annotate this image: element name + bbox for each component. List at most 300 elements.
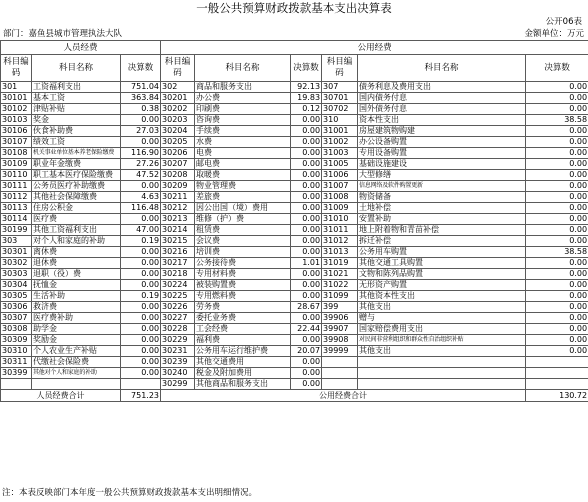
cell-amount: 0.00 [526, 181, 588, 192]
cell-amount: 0.19 [121, 236, 161, 247]
table-row [1, 181, 588, 192]
cell-name: 其他资本性支出 [358, 291, 526, 302]
cell-amount: 0.00 [121, 324, 161, 335]
cell-amount: 0.00 [526, 236, 588, 247]
cell-code: 307 [322, 82, 358, 93]
cell-amount: 0.00 [121, 214, 161, 225]
cell-code: 30215 [161, 236, 195, 247]
public-total-value: 130.72 [526, 390, 588, 402]
cell-amount: 38.58 [526, 115, 588, 126]
cell-code [322, 357, 358, 368]
cell-amount: 0.00 [526, 346, 588, 357]
cell-code: 39999 [322, 346, 358, 357]
cell-name: 其他支出 [358, 302, 526, 313]
cell-name: 救济费 [32, 302, 121, 313]
cell-code: 302 [161, 82, 195, 93]
cell-name: 办公设备购置 [358, 137, 526, 148]
table-row [1, 115, 588, 126]
expenditure-table [0, 40, 588, 402]
cell-amount: 0.00 [526, 302, 588, 313]
cell-amount: 0.00 [121, 368, 161, 379]
cell-code: 30308 [1, 324, 32, 335]
cell-name: 培训费 [195, 247, 291, 258]
col-header-code: 科目编码 [322, 55, 358, 82]
cell-code: 31005 [322, 159, 358, 170]
cell-code: 30103 [1, 115, 32, 126]
cell-amount: 0.00 [291, 225, 322, 236]
cell-code: 30207 [161, 159, 195, 170]
cell-code: 31021 [322, 269, 358, 280]
col-header-code: 科目编码 [161, 55, 195, 82]
table-row [1, 82, 588, 93]
public-group-header: 公用经费 [161, 41, 588, 55]
cell-amount: 47.00 [121, 225, 161, 236]
cell-name: 水费 [195, 137, 291, 148]
cell-name: 电费 [195, 148, 291, 159]
totals-row [1, 390, 588, 402]
cell-name: 工资福利支出 [32, 82, 121, 93]
cell-name: 赠与 [358, 313, 526, 324]
cell-name: 拆迁补偿 [358, 236, 526, 247]
cell-name: 地上附着物和青苗补偿 [358, 225, 526, 236]
col-header-amount: 决算数 [526, 55, 588, 82]
cell-amount: 0.00 [291, 236, 322, 247]
cell-name [358, 357, 526, 368]
cell-name: 委托业务费 [195, 313, 291, 324]
cell-amount: 0.38 [121, 104, 161, 115]
cell-amount: 0.12 [291, 104, 322, 115]
cell-name: 公务接待费 [195, 258, 291, 269]
table-row [1, 258, 588, 269]
cell-name: 物业管理费 [195, 181, 291, 192]
cell-name: 维修（护）费 [195, 214, 291, 225]
cell-name: 税金及附加费用 [195, 368, 291, 379]
cell-amount: 0.00 [291, 203, 322, 214]
cell-code: 31008 [322, 192, 358, 203]
cell-amount: 28.67 [291, 302, 322, 313]
cell-amount: 0.00 [526, 335, 588, 346]
cell-amount: 0.00 [291, 247, 322, 258]
cell-name: 职业年金缴费 [32, 159, 121, 170]
cell-amount: 0.00 [291, 379, 322, 390]
cell-amount [526, 379, 588, 390]
cell-code: 30702 [322, 104, 358, 115]
cell-code: 31011 [322, 225, 358, 236]
cell-amount: 0.00 [291, 214, 322, 225]
col-header-amount: 决算数 [121, 55, 161, 82]
cell-name: 邮电费 [195, 159, 291, 170]
cell-name: 津贴补贴 [32, 104, 121, 115]
cell-name: 专用材料费 [195, 269, 291, 280]
cell-amount: 0.00 [291, 335, 322, 346]
personnel-total-label: 人员经费合计 [1, 390, 121, 402]
cell-name: 抚恤金 [32, 280, 121, 291]
cell-amount: 0.00 [526, 148, 588, 159]
cell-code: 30218 [161, 269, 195, 280]
table-row [1, 324, 588, 335]
cell-name: 其他对个人和家庭的补助 [32, 368, 121, 379]
form-code: 公开06表 [545, 17, 582, 27]
cell-name [32, 379, 121, 390]
cell-amount: 0.00 [526, 225, 588, 236]
cell-code: 30102 [1, 104, 32, 115]
cell-code: 30208 [161, 170, 195, 181]
cell-code: 31009 [322, 203, 358, 214]
cell-code: 30202 [161, 104, 195, 115]
cell-name: 离休费 [32, 247, 121, 258]
cell-name: 对个人和家庭的补助 [32, 236, 121, 247]
cell-code [322, 368, 358, 379]
cell-amount: 1.01 [291, 258, 322, 269]
cell-code: 31099 [322, 291, 358, 302]
cell-code: 30304 [1, 280, 32, 291]
cell-amount: 0.00 [121, 247, 161, 258]
cell-name: 取暖费 [195, 170, 291, 181]
cell-amount: 27.26 [121, 159, 161, 170]
cell-name: 劳务费 [195, 302, 291, 313]
table-row [1, 137, 588, 148]
table-row [1, 280, 588, 291]
cell-name: 对民间非营利组织和群众性自治组织补贴 [358, 335, 526, 346]
cell-amount: 0.00 [526, 291, 588, 302]
cell-amount: 0.00 [291, 170, 322, 181]
cell-amount: 0.00 [291, 137, 322, 148]
cell-amount: 116.90 [121, 148, 161, 159]
department-label: 部门：嘉鱼县城市管理执法大队 [3, 29, 123, 39]
cell-amount: 0.00 [291, 269, 322, 280]
cell-code: 39907 [322, 324, 358, 335]
cell-name: 住房公积金 [32, 203, 121, 214]
cell-amount: 0.00 [291, 159, 322, 170]
cell-code: 39908 [322, 335, 358, 346]
cell-amount: 0.00 [291, 192, 322, 203]
cell-amount [121, 379, 161, 390]
cell-amount: 0.00 [526, 269, 588, 280]
cell-name: 助学金 [32, 324, 121, 335]
table-row [1, 236, 588, 247]
table-row [1, 346, 588, 357]
cell-code: 30299 [161, 379, 195, 390]
cell-code: 30309 [1, 335, 32, 346]
cell-name: 资本性支出 [358, 115, 526, 126]
table-row [1, 192, 588, 203]
cell-name: 因公出国（境）费用 [195, 203, 291, 214]
cell-amount: 0.00 [526, 203, 588, 214]
cell-code: 30211 [161, 192, 195, 203]
table-row [1, 148, 588, 159]
cell-name: 医疗费 [32, 214, 121, 225]
cell-code: 30239 [161, 357, 195, 368]
unit-label: 金额单位：万元 [524, 29, 584, 39]
cell-code: 30108 [1, 148, 32, 159]
cell-amount: 0.00 [121, 302, 161, 313]
cell-name: 国内债务付息 [358, 93, 526, 104]
cell-amount: 0.00 [291, 148, 322, 159]
cell-code: 30204 [161, 126, 195, 137]
cell-name [358, 368, 526, 379]
cell-code: 30114 [1, 214, 32, 225]
cell-code: 30399 [1, 368, 32, 379]
cell-code: 30226 [161, 302, 195, 313]
col-header-name: 科目名称 [358, 55, 526, 82]
table-row [1, 368, 588, 379]
cell-code [322, 379, 358, 390]
cell-name: 其他支出 [358, 346, 526, 357]
cell-name: 奖励金 [32, 335, 121, 346]
cell-code: 30101 [1, 93, 32, 104]
cell-name: 咨询费 [195, 115, 291, 126]
cell-code: 30228 [161, 324, 195, 335]
cell-amount: 22.44 [291, 324, 322, 335]
table-row [1, 269, 588, 280]
cell-amount: 0.00 [526, 324, 588, 335]
cell-code: 31022 [322, 280, 358, 291]
cell-code: 399 [322, 302, 358, 313]
cell-amount: 0.00 [526, 159, 588, 170]
cell-amount: 0.00 [291, 291, 322, 302]
cell-name: 伙食补助费 [32, 126, 121, 137]
cell-code: 31006 [322, 170, 358, 181]
table-row [1, 247, 588, 258]
cell-code: 30229 [161, 335, 195, 346]
cell-name: 被装购置费 [195, 280, 291, 291]
cell-code: 30302 [1, 258, 32, 269]
cell-amount: 0.00 [291, 313, 322, 324]
personnel-total-value: 751.23 [121, 390, 161, 402]
cell-code: 31002 [322, 137, 358, 148]
cell-amount: 0.00 [121, 115, 161, 126]
cell-amount: 0.00 [526, 104, 588, 115]
cell-code: 31013 [322, 247, 358, 258]
cell-name: 物资储备 [358, 192, 526, 203]
col-header-name: 科目名称 [32, 55, 121, 82]
col-header-code: 科目编码 [1, 55, 32, 82]
cell-amount: 0.00 [526, 313, 588, 324]
table-row [1, 126, 588, 137]
cell-code: 30203 [161, 115, 195, 126]
cell-code: 31007 [322, 181, 358, 192]
cell-amount: 0.00 [121, 181, 161, 192]
cell-code: 31010 [322, 214, 358, 225]
cell-amount: 4.63 [121, 192, 161, 203]
table-row [1, 203, 588, 214]
table-row [1, 170, 588, 181]
cell-code: 30212 [161, 203, 195, 214]
table-row [1, 104, 588, 115]
cell-name: 印刷费 [195, 104, 291, 115]
cell-name: 租赁费 [195, 225, 291, 236]
cell-amount [526, 357, 588, 368]
cell-name: 工会经费 [195, 324, 291, 335]
cell-code: 30110 [1, 170, 32, 181]
cell-code: 30216 [161, 247, 195, 258]
cell-amount: 0.00 [526, 214, 588, 225]
cell-name: 信息网络及软件购置更新 [358, 181, 526, 192]
cell-amount: 751.04 [121, 82, 161, 93]
cell-name: 办公费 [195, 93, 291, 104]
table-row [1, 379, 588, 390]
cell-amount: 0.00 [121, 137, 161, 148]
cell-amount: 0.19 [121, 291, 161, 302]
cell-amount: 0.00 [291, 181, 322, 192]
cell-amount: 0.00 [526, 192, 588, 203]
cell-code: 30217 [161, 258, 195, 269]
cell-code: 30307 [1, 313, 32, 324]
cell-code: 30199 [1, 225, 32, 236]
cell-code: 310 [322, 115, 358, 126]
cell-amount: 0.00 [121, 346, 161, 357]
cell-name: 债务利息及费用支出 [358, 82, 526, 93]
table-row [1, 313, 588, 324]
cell-code: 31012 [322, 236, 358, 247]
cell-name: 国外债务付息 [358, 104, 526, 115]
cell-code: 31003 [322, 148, 358, 159]
cell-name: 公务员医疗补助缴费 [32, 181, 121, 192]
cell-amount: 363.84 [121, 93, 161, 104]
table-row [1, 93, 588, 104]
cell-name: 土地补偿 [358, 203, 526, 214]
col-header-name: 科目名称 [195, 55, 291, 82]
cell-name: 基本工资 [32, 93, 121, 104]
cell-amount: 116.48 [121, 203, 161, 214]
cell-name: 其他商品和服务支出 [195, 379, 291, 390]
cell-code: 30240 [161, 368, 195, 379]
cell-amount: 0.00 [121, 280, 161, 291]
cell-name: 国家赔偿费用支出 [358, 324, 526, 335]
table-row [1, 335, 588, 346]
cell-code: 30201 [161, 93, 195, 104]
cell-name: 商品和服务支出 [195, 82, 291, 93]
cell-name: 个人农业生产补贴 [32, 346, 121, 357]
public-total-label: 公用经费合计 [161, 390, 526, 402]
header-column-row [1, 55, 588, 82]
table-row [1, 214, 588, 225]
cell-name: 专用燃料费 [195, 291, 291, 302]
cell-name: 绩效工资 [32, 137, 121, 148]
cell-code: 31019 [322, 258, 358, 269]
cell-code: 303 [1, 236, 32, 247]
cell-name: 房屋建筑物购建 [358, 126, 526, 137]
cell-amount: 0.00 [526, 258, 588, 269]
cell-amount: 19.83 [291, 93, 322, 104]
cell-code: 30205 [161, 137, 195, 148]
cell-amount: 0.00 [121, 313, 161, 324]
cell-code [1, 379, 32, 390]
cell-code: 30311 [1, 357, 32, 368]
table-row [1, 291, 588, 302]
cell-code: 30113 [1, 203, 32, 214]
cell-code: 30301 [1, 247, 32, 258]
cell-code: 30231 [161, 346, 195, 357]
cell-name: 其他工资福利支出 [32, 225, 121, 236]
cell-name: 专用设备购置 [358, 148, 526, 159]
cell-name: 差旅费 [195, 192, 291, 203]
cell-amount: 47.52 [121, 170, 161, 181]
cell-name: 公务用车购置 [358, 247, 526, 258]
cell-code: 301 [1, 82, 32, 93]
table-note: 注：本表反映部门本年度一般公共预算财政拨款基本支出明细情况。 [2, 488, 258, 498]
cell-code: 31001 [322, 126, 358, 137]
cell-name: 文物和陈列品购置 [358, 269, 526, 280]
cell-amount: 0.00 [121, 269, 161, 280]
cell-amount: 0.00 [291, 280, 322, 291]
report-title: 一般公共预算财政拨款基本支出决算表 [196, 1, 392, 15]
cell-code: 30310 [1, 346, 32, 357]
cell-amount: 0.00 [526, 126, 588, 137]
cell-name: 福利费 [195, 335, 291, 346]
cell-amount: 92.13 [291, 82, 322, 93]
cell-code: 30213 [161, 214, 195, 225]
cell-code: 39906 [322, 313, 358, 324]
cell-amount: 0.00 [121, 258, 161, 269]
col-header-amount: 决算数 [291, 55, 322, 82]
cell-code: 30306 [1, 302, 32, 313]
header-group-row [1, 41, 588, 55]
cell-code: 30305 [1, 291, 32, 302]
cell-code: 30112 [1, 192, 32, 203]
table-row [1, 159, 588, 170]
cell-code: 30209 [161, 181, 195, 192]
cell-name: 其他社会保障缴费 [32, 192, 121, 203]
cell-code: 30224 [161, 280, 195, 291]
cell-code: 30227 [161, 313, 195, 324]
cell-name: 奖金 [32, 115, 121, 126]
cell-amount: 0.00 [121, 357, 161, 368]
cell-amount: 38.58 [526, 247, 588, 258]
cell-amount: 0.00 [291, 115, 322, 126]
cell-name: 无形资产购置 [358, 280, 526, 291]
cell-amount: 0.00 [291, 126, 322, 137]
cell-name [358, 379, 526, 390]
cell-code: 30109 [1, 159, 32, 170]
cell-code: 30106 [1, 126, 32, 137]
cell-amount: 0.00 [526, 82, 588, 93]
cell-name: 退职（役）费 [32, 269, 121, 280]
cell-code: 30107 [1, 137, 32, 148]
cell-name: 其他交通费用 [195, 357, 291, 368]
cell-code: 30111 [1, 181, 32, 192]
cell-amount: 0.00 [526, 280, 588, 291]
cell-amount: 0.00 [121, 335, 161, 346]
cell-name: 基础设施建设 [358, 159, 526, 170]
cell-amount: 27.03 [121, 126, 161, 137]
cell-amount: 0.00 [526, 93, 588, 104]
cell-amount: 0.00 [291, 357, 322, 368]
table-row [1, 302, 588, 313]
cell-name: 其他交通工具购置 [358, 258, 526, 269]
cell-name: 退休费 [32, 258, 121, 269]
cell-name: 大型修缮 [358, 170, 526, 181]
cell-name: 医疗费补助 [32, 313, 121, 324]
cell-amount: 0.00 [526, 170, 588, 181]
cell-name: 机关事业单位基本养老保险缴费 [32, 148, 121, 159]
cell-name: 会议费 [195, 236, 291, 247]
cell-amount: 20.07 [291, 346, 322, 357]
cell-name: 职工基本医疗保险缴费 [32, 170, 121, 181]
table-row [1, 357, 588, 368]
cell-name: 安置补助 [358, 214, 526, 225]
cell-amount [526, 368, 588, 379]
cell-amount: 0.00 [526, 137, 588, 148]
cell-code: 30701 [322, 93, 358, 104]
cell-code: 30225 [161, 291, 195, 302]
cell-name: 代缴社会保险费 [32, 357, 121, 368]
cell-name: 生活补助 [32, 291, 121, 302]
cell-name: 手续费 [195, 126, 291, 137]
cell-code: 30214 [161, 225, 195, 236]
cell-name: 公务用车运行维护费 [195, 346, 291, 357]
cell-code: 30303 [1, 269, 32, 280]
